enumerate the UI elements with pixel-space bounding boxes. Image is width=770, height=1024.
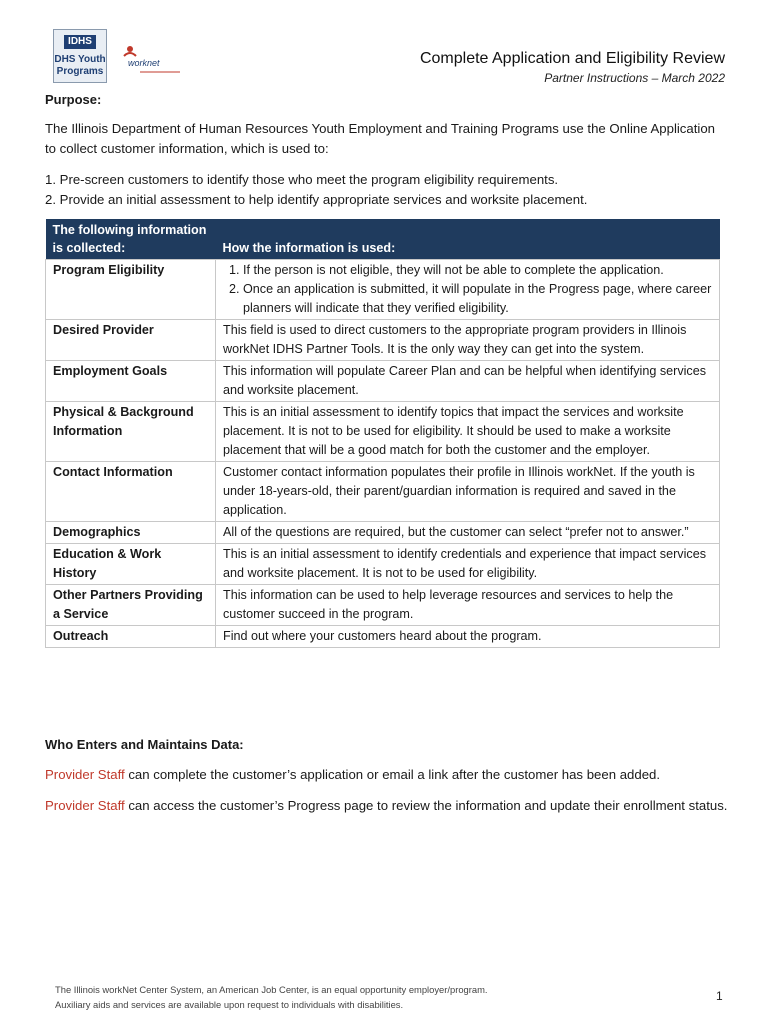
purpose-list <box>45 170 735 210</box>
row-label: Physical & Background Information <box>46 402 216 462</box>
table-row <box>46 544 720 585</box>
row-list-item: 2. Once an application is submitted, it will populate in the Progress page, where career planners will indicate that they verified eligibility. <box>243 280 712 318</box>
row-label: Desired Provider <box>46 320 216 361</box>
row-label: Other Partners Providing a Service <box>46 585 216 626</box>
row-value: This is an initial assessment to identify topics that impact the services and worksite placement. It is not to be used for eligibility. It should be used to make a worksite placement that will be a good match for both the customer and the employer. <box>216 402 720 462</box>
worknet-logo-text: worknet <box>128 58 160 68</box>
row-label: Demographics <box>46 522 216 544</box>
dhs-youth-programs-logo <box>53 29 107 83</box>
table-header-row <box>46 219 720 260</box>
purpose-item-2: 2. Provide an initial assessment to help identify appropriate services and worksite placement. <box>45 192 588 207</box>
row-value: All of the questions are required, but the customer can select “prefer not to answer.” <box>216 522 720 544</box>
row-label: Employment Goals <box>46 361 216 402</box>
data-paragraph-1 <box>45 765 735 785</box>
role-provider-staff: Provider Staff <box>45 767 125 782</box>
information-table <box>45 219 720 648</box>
purpose-intro: The Illinois Department of Human Resources Youth Employment and Training Programs use the Online Application to collect customer information, which is used to: <box>45 121 715 156</box>
row-value: Find out where your customers heard about the program. <box>216 626 720 648</box>
row-value: Customer contact information populates their profile in Illinois workNet. If the youth is under 18-years-old, their parent/guardian information is required and saved in the application. <box>216 462 720 522</box>
data-paragraph-2 <box>45 796 735 816</box>
table-row <box>46 320 720 361</box>
illinois-worknet-logo <box>118 42 182 76</box>
table-row <box>46 260 720 320</box>
data-section-heading: Who Enters and Maintains Data: <box>45 737 244 752</box>
paragraph-text: can complete the customer’s application or email a link after the customer has been added. <box>124 767 661 782</box>
document-subtitle: Partner Instructions – March 2022 <box>544 71 725 85</box>
role-provider-staff: Provider Staff <box>45 798 125 813</box>
row-label: Outreach <box>46 626 216 648</box>
row-list-item: 1. If the person is not eligible, they will not be able to complete the application. <box>243 261 712 280</box>
purpose-heading: Purpose: <box>45 92 102 107</box>
row-label: Program Eligibility <box>46 260 216 320</box>
purpose-item-1: 1. Pre-screen customers to identify those who meet the program eligibility requirements. <box>45 172 559 187</box>
footer-line-1: The Illinois workNet Center System, an American Job Center, is an equal opportunity employer/program. <box>55 984 488 995</box>
table-row <box>46 402 720 462</box>
page-number: 1 <box>716 989 723 1003</box>
idhs-logo-mark: IDHS <box>64 35 96 49</box>
table-row <box>46 462 720 522</box>
logo-line-1: DHS Youth <box>54 54 106 65</box>
table-row <box>46 585 720 626</box>
row-value: This information will populate Career Plan and can be helpful when identifying services and worksite placement. <box>216 361 720 402</box>
row-value: This information can be used to help leverage resources and services to help the customer succeed in the program. <box>216 585 720 626</box>
row-label: Education & Work History <box>46 544 216 585</box>
header-used: How the information is used: <box>216 219 720 260</box>
table-row <box>46 361 720 402</box>
footer-line-2: Auxiliary aids and services are available upon request to individuals with disabilities. <box>55 999 404 1010</box>
table-row <box>46 626 720 648</box>
row-label: Contact Information <box>46 462 216 522</box>
document-title: Complete Application and Eligibility Review <box>419 50 725 67</box>
row-value <box>216 260 720 320</box>
row-value: This is an initial assessment to identify credentials and experience that impact services and worksite placement. It is not to be used for eligibility. <box>216 544 720 585</box>
header-collected: The following information is collected: <box>46 219 216 260</box>
table-row <box>46 522 720 544</box>
logo-line-2: Programs <box>56 66 104 77</box>
row-value: This field is used to direct customers to the appropriate program providers in Illinois workNet IDHS Partner Tools. It is the only way they can get into the system. <box>216 320 720 361</box>
paragraph-text: can access the customer’s Progress page to review the information and update their enrollment status. <box>124 798 728 813</box>
footer <box>55 982 488 1012</box>
